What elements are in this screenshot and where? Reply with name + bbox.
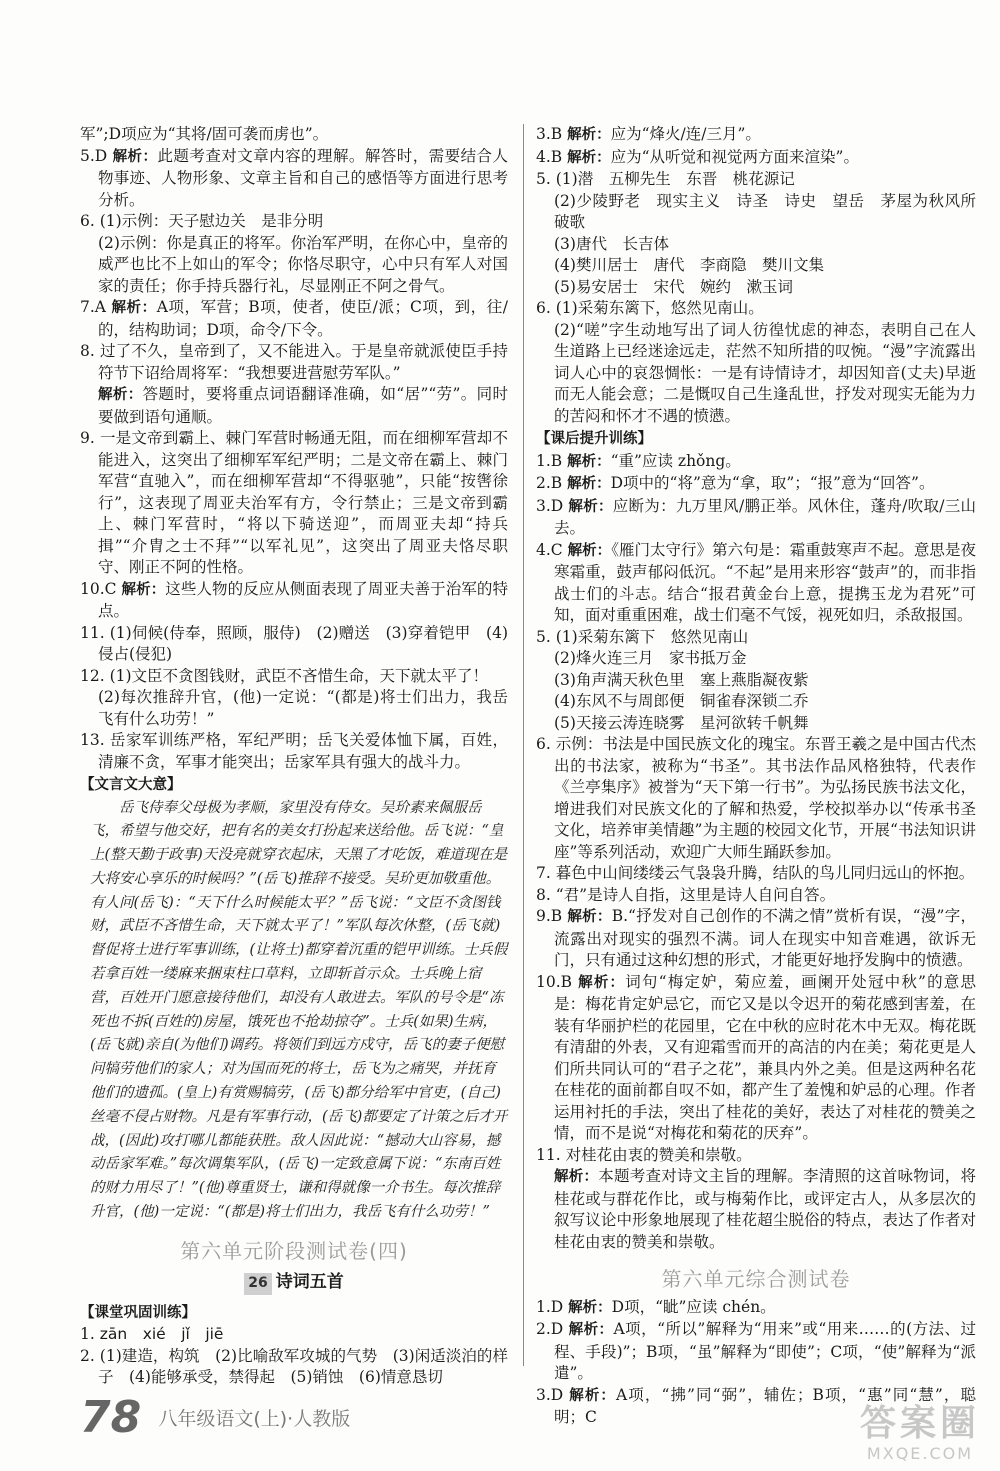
answer-item bbox=[536, 473, 976, 496]
answer-item bbox=[80, 1346, 508, 1389]
item-number: 1.B bbox=[536, 451, 563, 470]
watermark-logo bbox=[860, 1395, 980, 1463]
item-number: 13. bbox=[80, 731, 105, 749]
answer-subitem bbox=[536, 670, 976, 692]
analysis-label: 解析： bbox=[578, 974, 626, 991]
answer-subitem bbox=[536, 191, 976, 234]
answer-subitem bbox=[536, 713, 976, 735]
answer-continuation bbox=[80, 124, 508, 146]
answer-item bbox=[536, 124, 976, 147]
item-text: (2)少陵野老 现实主义 诗圣 诗史 望岳 茅屋为秋风所破歌 bbox=[554, 191, 976, 231]
item-text: 此题考查对文章内容的理解。解答时，需要结合人物事迹、人物形象、文章主旨和自己的感悟等方面进行思考分析。 bbox=[98, 146, 508, 209]
analysis-label: 解析： bbox=[567, 149, 611, 166]
item-number: 10.B bbox=[536, 972, 573, 991]
item-text: (2)“嗟”字生动地写出了词人彷徨忧虑的神态，表明自己在人生道路上已经迷途远走，茫然不知所措的叹惋。“漫”字流露出词人心中的哀怨惆怅：一是有诗情诗才，却因知音(丈夫)早逝而无人能会意；二是慨叹自己生逢乱世，抒发对现实无能为力的苦闷和怀才不遇的愤懑。 bbox=[554, 320, 976, 425]
page-number: 78 bbox=[80, 1392, 142, 1443]
item-text: (2)烽火连三月 家书抵万金 bbox=[554, 649, 747, 667]
answer-item bbox=[536, 627, 976, 649]
item-text: (4)东风不与周郎便 铜雀春深锁二乔 bbox=[554, 692, 809, 710]
answer-subitem bbox=[80, 687, 508, 730]
right-column bbox=[536, 124, 976, 1429]
answer-item bbox=[80, 579, 508, 623]
section-heading: 【课堂巩固训练】 bbox=[80, 1304, 196, 1321]
item-number: 9. bbox=[80, 429, 95, 447]
item-text: 对桂花由衷的赞美和崇敬。 bbox=[565, 1145, 752, 1164]
analysis-label: 解析： bbox=[567, 127, 611, 143]
item-number: 6. bbox=[80, 212, 95, 230]
answer-item bbox=[536, 972, 976, 1145]
answer-subitem bbox=[536, 277, 976, 299]
lesson-title: 诗词五首 bbox=[275, 1272, 344, 1293]
analysis-label: 解析： bbox=[111, 300, 157, 316]
item-text: (1)建造，构筑 (2)比喻敌军攻城的气势 (3)闲适淡泊的样子 (4)能够承受，禁得起 (5)销蚀 (6)情意恳切 bbox=[98, 1346, 508, 1387]
answer-item bbox=[80, 1324, 508, 1346]
page-footer bbox=[80, 1392, 350, 1443]
item-number: 5. bbox=[536, 170, 551, 188]
section-heading: 【文言文大意】 bbox=[80, 777, 182, 793]
answer-subitem bbox=[536, 320, 976, 428]
item-number: 6. bbox=[536, 299, 551, 317]
lesson-number: 26 bbox=[244, 1273, 271, 1295]
item-text: 这些人物的反应从侧面表现了周亚夫善于治军的特点。 bbox=[98, 579, 508, 620]
analysis-label: 解析： bbox=[567, 476, 611, 492]
item-text: B.“抒发对自己创作的不满之情”赏析有误，“漫”字，流露出对现实的强烈不满。词人在现实中知音难遇，欲诉无门，只有通过这种幻想的形式，才能更好地抒发胸中的愤懑。 bbox=[554, 907, 977, 969]
item-text: 答题时，要将重点词语翻译准确，如“居”“劳”。同时要做到语句通顺。 bbox=[98, 385, 509, 426]
item-text: A项，军营；B项，使者，使臣/派；C项，到，往/的，结构助词；D项，命令/下令。 bbox=[98, 298, 508, 339]
watermark-main: 答案圈 bbox=[859, 1403, 980, 1444]
item-text: 示例：书法是中国民族文化的瑰宝。东晋王羲之是中国古代杰出的书法家，被称为“书圣”。其书法作品风格独特，代表作《兰亭集序》被誉为“天下第一行书”。为弘扬民族书法文化，增进我们对民族文化的了解和热爱，学校拟举办以“传承书圣文化，培养审美情趣”为主题的校园文化节，开展“书法知识讲座”等系列活动，欢迎广大师生踊跃参加。 bbox=[554, 735, 976, 861]
item-text: (5)易安居士 宋代 婉约 漱玉词 bbox=[554, 277, 793, 296]
test-title: 第六单元阶段测试卷(四) bbox=[180, 1238, 408, 1263]
item-text: zān xié jǐ jiē bbox=[99, 1325, 224, 1344]
answer-item bbox=[536, 298, 976, 320]
answer-item bbox=[536, 734, 976, 863]
answer-subitem bbox=[80, 233, 508, 298]
book-title: 八年级语文(上)·人教版 bbox=[158, 1408, 351, 1430]
item-text: (1)采菊东篱下 悠然见南山 bbox=[555, 627, 749, 646]
answer-item bbox=[536, 885, 976, 907]
item-text: 应为“烽火/连/三月”。 bbox=[610, 125, 761, 143]
item-number: 2. bbox=[80, 1346, 95, 1365]
item-text: 岳家军训练严格，军纪严明；岳飞关爱体恤下属，百姓，清廉不贪，军事才能突出；岳家军具有强大的战斗力。 bbox=[98, 731, 508, 771]
answer-item bbox=[536, 540, 976, 627]
left-column bbox=[80, 124, 508, 1389]
item-text: (1)文臣不贪图钱财，武臣不吝惜生命，天下就太平了！ bbox=[109, 666, 489, 685]
item-number: 12. bbox=[80, 666, 105, 685]
item-number: 2.B bbox=[536, 474, 563, 492]
analysis-label: 解析： bbox=[568, 498, 613, 515]
item-text: 暮色中山间缕缕云气袅袅升腾，结队的鸟儿同归远山的怀抱。 bbox=[555, 864, 975, 882]
answer-item bbox=[536, 147, 976, 170]
item-text: (4)樊川居士 唐代 李商隐 樊川文集 bbox=[554, 256, 824, 274]
item-number: 4.B bbox=[536, 147, 563, 166]
item-text: (3)角声满天秋色里 塞上燕脂凝夜紫 bbox=[554, 670, 809, 689]
item-text: 应为“从听觉和视觉两方面来渲染”。 bbox=[610, 147, 859, 166]
answer-item bbox=[80, 297, 508, 341]
answer-item bbox=[536, 451, 976, 474]
item-number: 11. bbox=[80, 623, 105, 642]
item-text: 词句“梅定妒，菊应羞，画阑开处冠中秋”的意思是：梅花肯定妒忌它，而它又是以令迟开的菊花感到害羞，在装有华丽护栏的花园里，它在中秋的应时花木中无双。梅花既有清甜的外表，又有迎霜雪而开的高洁的内在美；菊花更是人们所共同认可的“君子之花”，兼具内外之美。但是这两种名花在桂花的面前都自叹不如，都产生了羞愧和妒忌的心理。作者运用衬托的手法，突出了桂花的美好，表达了对桂花的赞美之情，而不是说“对梅花和菊花的厌弃”。 bbox=[554, 972, 976, 1142]
analysis-label: 解析： bbox=[567, 909, 612, 925]
answer-item bbox=[536, 169, 976, 191]
analysis-label: 解析： bbox=[567, 542, 612, 559]
answer-subitem bbox=[536, 691, 976, 713]
item-number: 3.B bbox=[536, 125, 563, 143]
item-number: 11. bbox=[536, 1145, 561, 1164]
item-text: (1)示例：天子慰边关 是非分明 bbox=[99, 212, 324, 230]
item-number: 5.D bbox=[80, 146, 108, 165]
item-text: A项，“拂”同“弼”，辅佐；B项，“惠”同“慧”，聪明；C bbox=[554, 1385, 977, 1426]
answer-item bbox=[536, 496, 976, 540]
item-text: “君”是诗人自指，这里是诗人自问自答。 bbox=[555, 885, 836, 904]
item-text: “重”应读 zhǒng。 bbox=[610, 451, 741, 470]
watermark-sub: MXQE.COM bbox=[866, 1444, 974, 1463]
answer-item bbox=[536, 1319, 976, 1385]
answer-item bbox=[536, 1297, 976, 1320]
lesson-heading bbox=[80, 1272, 508, 1295]
item-text: 过了不久，皇帝到了，又不能进入。于是皇帝就派使臣手持符节下诏给周将军：“我想要进营慰劳军队。” bbox=[98, 342, 508, 382]
item-number: 3.D bbox=[536, 496, 564, 515]
answer-subitem bbox=[80, 384, 508, 428]
item-text: 一是文帝到霸上、棘门军营时畅通无阻，而在细柳军营却不能进入，这突出了细柳军军纪严明；二是文帝在霸上、棘门军营“直驰入”，而在细柳军营却“不得驱驰”，只能“按辔徐行”，这表现了周亚夫治军有方，令行禁止；三是文帝到霸上、棘门军营时，“将以下骑送迎”，而周亚夫却“持兵揖”“介胄之士不拜”“以军礼见”，这突出了周亚夫恪尽职守、刚正不阿的性格。 bbox=[98, 429, 508, 576]
analysis-label: 解析： bbox=[112, 148, 158, 165]
item-text: 本题考查对诗文主旨的理解。李清照的这首咏物词，将桂花或与群花作比，或与梅菊作比，或评定古人，从多层次的叙写议论中形象地展现了桂花超尘脱俗的特点，表达了作者对桂花由衷的赞美和崇敬。 bbox=[554, 1167, 976, 1251]
item-text: 《雁门太守行》第六句是：霜重鼓寒声不起。意思是夜寒霜重，鼓声郁闷低沉。“不起”是用来形容“鼓声”的，而非指战士们的斗志。结合“报君黄金台上意，提携玉龙为君死”可知，面对重重困难，战士们毫不气馁，视死如归，杀敌报国。 bbox=[554, 540, 976, 624]
item-text: D项中的“将”意为“拿，取”；“报”意为“回答”。 bbox=[610, 474, 935, 492]
item-text: A项，“所以”解释为“用来”或“用来……的(方法、过程、手段)”；B项，“虽”解释为“即使”；C项，“使”解释为“派遣”。 bbox=[554, 1320, 976, 1382]
section-heading: 【课后提升训练】 bbox=[536, 431, 652, 447]
answer-item bbox=[80, 623, 508, 666]
answer-subitem bbox=[536, 1166, 976, 1253]
answer-item bbox=[80, 428, 508, 579]
analysis-label: 解析： bbox=[567, 453, 611, 470]
analysis-label: 解析： bbox=[568, 1299, 612, 1316]
answer-item bbox=[80, 666, 508, 688]
answer-subitem bbox=[536, 255, 976, 277]
item-text: (2)每次推辞升官，(他)一定说：“(都是)将士们出力，我岳飞有什么功劳！” bbox=[98, 688, 508, 728]
answer-subitem bbox=[536, 234, 976, 256]
analysis-label: 解析： bbox=[554, 1169, 599, 1185]
item-text: (5)天接云涛连晓雾 星河欲转千帆舞 bbox=[554, 713, 809, 732]
item-text: (1)潜 五柳先生 东晋 桃花源记 bbox=[555, 170, 795, 188]
item-number: 9.B bbox=[536, 907, 563, 925]
item-number: 7. bbox=[536, 864, 551, 882]
answer-item bbox=[80, 146, 508, 212]
answer-item bbox=[536, 863, 976, 885]
item-number: 6. bbox=[536, 735, 551, 753]
item-number: 8. bbox=[80, 342, 95, 360]
item-number: 2.D bbox=[536, 1320, 564, 1338]
item-text: (3)唐代 长吉体 bbox=[554, 234, 669, 253]
answer-item bbox=[80, 341, 508, 384]
answer-subitem bbox=[536, 648, 976, 670]
item-text: (1)采菊东篱下，悠然见南山。 bbox=[555, 299, 764, 317]
answer-item bbox=[80, 730, 508, 773]
item-number: 10.C bbox=[80, 579, 117, 598]
item-text: (2)示例：你是真正的将军。你治军严明，在你心中，皇帝的威严也比不上如山的军令；你恪尽职守，心中只有军人对国家的责任；你手持兵器行礼，尽显刚正不阿之骨气。 bbox=[98, 233, 508, 295]
item-text: D项，“眦”应读 chén。 bbox=[611, 1297, 776, 1316]
analysis-label: 解析： bbox=[569, 1387, 616, 1404]
column-divider bbox=[523, 124, 524, 1366]
item-number: 7.A bbox=[80, 298, 106, 316]
item-text: (1)伺候(侍奉，照顾，服侍) (2)赠送 (3)穿着铠甲 (4)侵占(侵犯) bbox=[98, 623, 508, 663]
translation-paragraph: 岳飞侍奉父母极为孝顺，家里没有侍女。吴玠素来佩服岳飞，希望与他交好，把有名的美女打扮起来送给他。岳飞说：“皇上(整天勤于政事)天没亮就穿衣起床，天黑了才吃饭，难道现在是大将安心享乐的时候吗？”(岳飞)推辞不接受。吴玠更加敬重他。有人问(岳飞)：“天下什么时候能太平？”岳飞说：“文臣不贪图钱财，武臣不吝惜生命，天下就太平了！”军队每次休整，(岳飞就)督促将士进行军事训练，(让将士)都穿着沉重的铠甲训练。士兵假若拿百姓一缕麻来捆束柱口草料，立即斩首示众。士兵晚上宿营，百姓开门愿意接待他们，却没有人敢进去。军队的号令是“冻死也不拆(百姓的)房屋，饿死也不抢劫掠夺”。士兵(如果)生病，(岳飞就)亲自(为他们)调药。将领们到远方戍守，岳飞的妻子便慰问犒劳他们的家人；对为国而死的将士，岳飞为之痛哭，并抚育他们的遗孤。(皇上)有赏赐犒劳，(岳飞)都分给军中官吏，(自己)丝毫不侵占财物。凡是有军事行动，(岳飞)都要定了计策之后才开战，(因此)攻打哪儿都能获胜。敌人因此说：“撼动大山容易，撼动岳家军难。”每次调集军队，(岳飞)一定致意属下说：“东南百姓的财力用尽了！”(他)尊重贤士，谦和得就像一介书生。每次推辞升官，(他)一定说：“(都是)将士们出力，我岳飞有什么功劳！” bbox=[90, 799, 508, 1221]
answer-item bbox=[536, 1145, 976, 1167]
item-number: 1. bbox=[80, 1325, 95, 1344]
item-text: 军”;D项应为“其将/固可袭而虏也”。 bbox=[80, 125, 329, 143]
item-number: 1.D bbox=[536, 1297, 564, 1316]
item-text: 应断为：九万里风/鹏正举。风休住，蓬舟/吹取/三山去。 bbox=[554, 496, 976, 537]
analysis-label: 解析： bbox=[98, 387, 143, 403]
item-number: 4.C bbox=[536, 540, 563, 559]
test-title: 第六单元综合测试卷 bbox=[661, 1267, 851, 1291]
answer-item bbox=[80, 211, 508, 233]
analysis-label: 解析： bbox=[121, 581, 166, 598]
item-number: 3.D bbox=[536, 1385, 564, 1404]
item-number: 8. bbox=[536, 885, 551, 904]
item-number: 5. bbox=[536, 627, 551, 646]
answer-item bbox=[536, 906, 976, 972]
analysis-label: 解析： bbox=[568, 1322, 614, 1338]
